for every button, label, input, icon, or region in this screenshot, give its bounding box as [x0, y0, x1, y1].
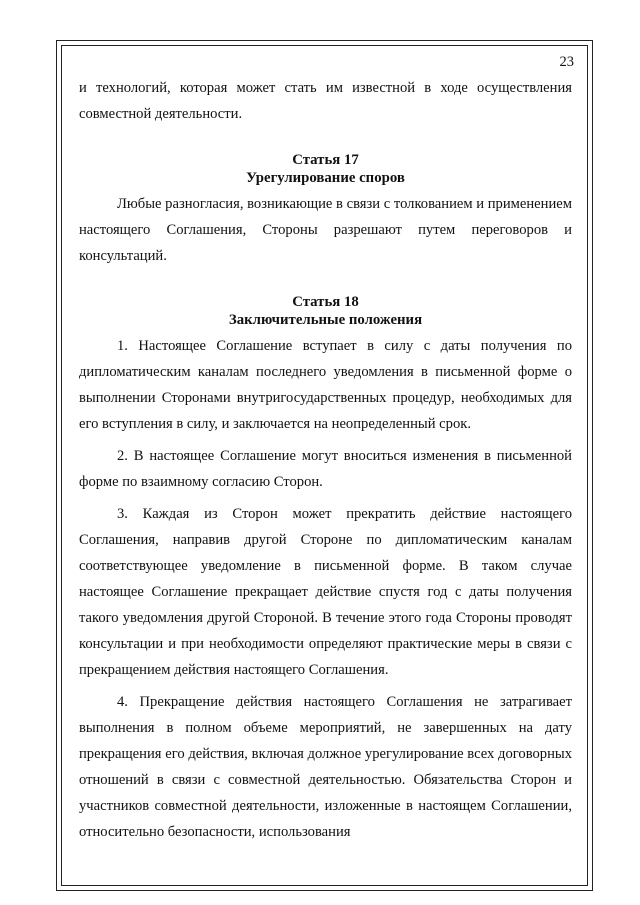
document-body [79, 75, 572, 845]
continuation-paragraph: и технологий, которая может стать им известной в ходе осуществления совместной деятельности. [79, 80, 572, 122]
article-18-title: Статья 18 [292, 294, 359, 310]
article-18-heading [79, 293, 572, 329]
article-17-paragraph: Любые разногласия, возникающие в связи с толкованием и применением настоящего Соглашения, Стороны разрешают путем переговоров и консультаций. [79, 196, 572, 264]
article-18-paragraph-2: 2. В настоящее Соглашение могут вноситься изменения в письменной форме по взаимному согласию Сторон. [79, 448, 572, 490]
article-17-subtitle: Урегулирование споров [246, 170, 405, 186]
article-18-paragraph-3: 3. Каждая из Сторон может прекратить действие настоящего Соглашения, направив другой Стороне по дипломатическим каналам соответствующее уведомление в письменной форме. В таком случае настоящее Соглашение прекращает действие спустя год с даты получения такого уведомления другой Стороной. В течение этого года Стороны проводят консультации и при необходимости определяют практические меры в связи с прекращением действия настоящего Соглашения. [79, 506, 572, 678]
article-17-title: Статья 17 [292, 152, 359, 168]
article-17-heading [79, 151, 572, 187]
article-18-paragraph-4: 4. Прекращение действия настоящего Соглашения не затрагивает выполнения в полном объеме мероприятий, не завершенных на дату прекращения его действия, включая должное урегулирование всех договорных отношений в связи с совместной деятельностью. Обязательства Сторон и участников совместной деятельности, изложенные в настоящем Соглашении, относительно безопасности, использования [79, 694, 572, 840]
page-number: 23 [559, 54, 574, 70]
article-18-subtitle: Заключительные положения [228, 312, 423, 328]
article-18-paragraph-1: 1. Настоящее Соглашение вступает в силу с даты получения по дипломатическим каналам последнего уведомления в письменной форме о выполнении Сторонами внутригосударственных процедур, необходимых для его вступления в силу, и заключается на неопределенный срок. [79, 338, 572, 432]
